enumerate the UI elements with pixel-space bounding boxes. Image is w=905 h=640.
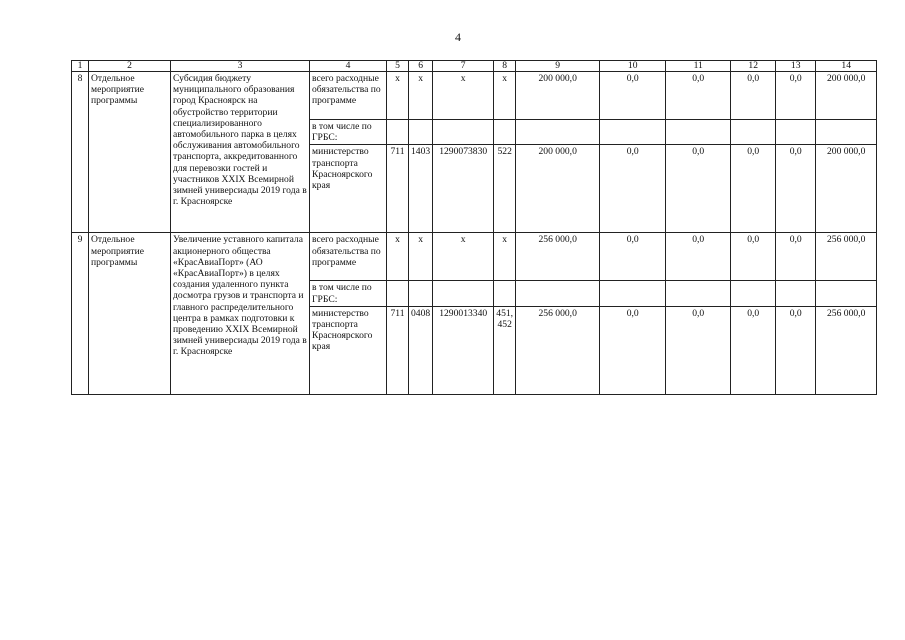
col-header: 10 bbox=[600, 61, 666, 72]
cell-year-2: 0,0 bbox=[600, 306, 666, 394]
cell-year-5: 0,0 bbox=[776, 145, 816, 233]
col-header: 8 bbox=[494, 61, 516, 72]
cell-vr: 522 bbox=[494, 145, 516, 233]
cell-year-5: 0,0 bbox=[776, 233, 816, 281]
cell-csr: 1290013340 bbox=[433, 306, 494, 394]
table-row bbox=[72, 233, 877, 281]
row-line-label: всего расходные обязательства по программе bbox=[310, 72, 387, 120]
row-number: 8 bbox=[72, 72, 89, 233]
cell-total: 200 000,0 bbox=[816, 145, 877, 233]
cell-total: 200 000,0 bbox=[816, 72, 877, 120]
cell-grbs: 711 bbox=[387, 306, 409, 394]
col-header: 4 bbox=[310, 61, 387, 72]
cell-year-2: 0,0 bbox=[600, 233, 666, 281]
cell-year-5: 0,0 bbox=[776, 72, 816, 120]
row-status: Отдельное мероприятие программы bbox=[89, 72, 171, 233]
cell-vr: x bbox=[494, 233, 516, 281]
cell-year-5: 0,0 bbox=[776, 306, 816, 394]
cell-grbs: x bbox=[387, 72, 409, 120]
budget-table bbox=[71, 60, 877, 395]
col-header: 6 bbox=[409, 61, 433, 72]
row-description: Субсидия бюджету муниципального образования город Красноярск на обустройство территории специализированного автомобильного парка в целях обслуживания автомобильного транспорта, аккредитованного для перевозки гостей и участников XXIX Всемирной зимней универсиады 2019 года в г. Красноярске bbox=[171, 72, 310, 233]
cell-year-3: 0,0 bbox=[666, 145, 731, 233]
cell-year-4: 0,0 bbox=[731, 233, 776, 281]
col-header: 3 bbox=[171, 61, 310, 72]
cell-total: 256 000,0 bbox=[816, 306, 877, 394]
cell-vr: x bbox=[494, 72, 516, 120]
cell-rzpr: x bbox=[409, 72, 433, 120]
cell-year-2: 0,0 bbox=[600, 72, 666, 120]
cell-csr: x bbox=[433, 233, 494, 281]
cell-year-1: 200 000,0 bbox=[516, 72, 600, 120]
cell-year-1: 256 000,0 bbox=[516, 233, 600, 281]
table-row bbox=[72, 72, 877, 120]
cell-year-4: 0,0 bbox=[731, 145, 776, 233]
cell-rzpr: 1403 bbox=[409, 145, 433, 233]
cell-vr: 451, 452 bbox=[494, 306, 516, 394]
cell-year-2: 0,0 bbox=[600, 145, 666, 233]
cell-csr: x bbox=[433, 72, 494, 120]
col-header: 13 bbox=[776, 61, 816, 72]
cell-year-1: 256 000,0 bbox=[516, 306, 600, 394]
row-line-label: министерство транспорта Красноярского края bbox=[310, 145, 387, 233]
cell-year-3: 0,0 bbox=[666, 306, 731, 394]
col-header: 14 bbox=[816, 61, 877, 72]
row-line-label: в том числе по ГРБС: bbox=[310, 120, 387, 145]
row-line-label: министерство транспорта Красноярского края bbox=[310, 306, 387, 394]
cell-total: 256 000,0 bbox=[816, 233, 877, 281]
row-line-label: всего расходные обязательства по программе bbox=[310, 233, 387, 281]
row-description: Увеличение уставного капитала акционерного общества «КрасАвиаПорт» (АО «КрасАвиаПорт») в целях создания удаленного пункта досмотра грузов и транспорта и главного распределительного центра в рамках подготовки к проведению XXIX Всемирной зимней универсиады 2019 года в г. Красноярске bbox=[171, 233, 310, 394]
cell-year-4: 0,0 bbox=[731, 306, 776, 394]
cell-csr: 1290073830 bbox=[433, 145, 494, 233]
col-header: 7 bbox=[433, 61, 494, 72]
col-header: 1 bbox=[72, 61, 89, 72]
row-line-label: в том числе по ГРБС: bbox=[310, 281, 387, 306]
row-number: 9 bbox=[72, 233, 89, 394]
cell-rzpr: x bbox=[409, 233, 433, 281]
col-header: 9 bbox=[516, 61, 600, 72]
col-header: 12 bbox=[731, 61, 776, 72]
cell-year-1: 200 000,0 bbox=[516, 145, 600, 233]
cell-grbs: 711 bbox=[387, 145, 409, 233]
cell-grbs: x bbox=[387, 233, 409, 281]
col-header: 2 bbox=[89, 61, 171, 72]
cell-year-3: 0,0 bbox=[666, 233, 731, 281]
col-header: 11 bbox=[666, 61, 731, 72]
table-header-row bbox=[72, 61, 877, 72]
cell-rzpr: 0408 bbox=[409, 306, 433, 394]
page-number: 4 bbox=[455, 30, 461, 44]
cell-year-4: 0,0 bbox=[731, 72, 776, 120]
col-header: 5 bbox=[387, 61, 409, 72]
cell-year-3: 0,0 bbox=[666, 72, 731, 120]
row-status: Отдельное мероприятие программы bbox=[89, 233, 171, 394]
